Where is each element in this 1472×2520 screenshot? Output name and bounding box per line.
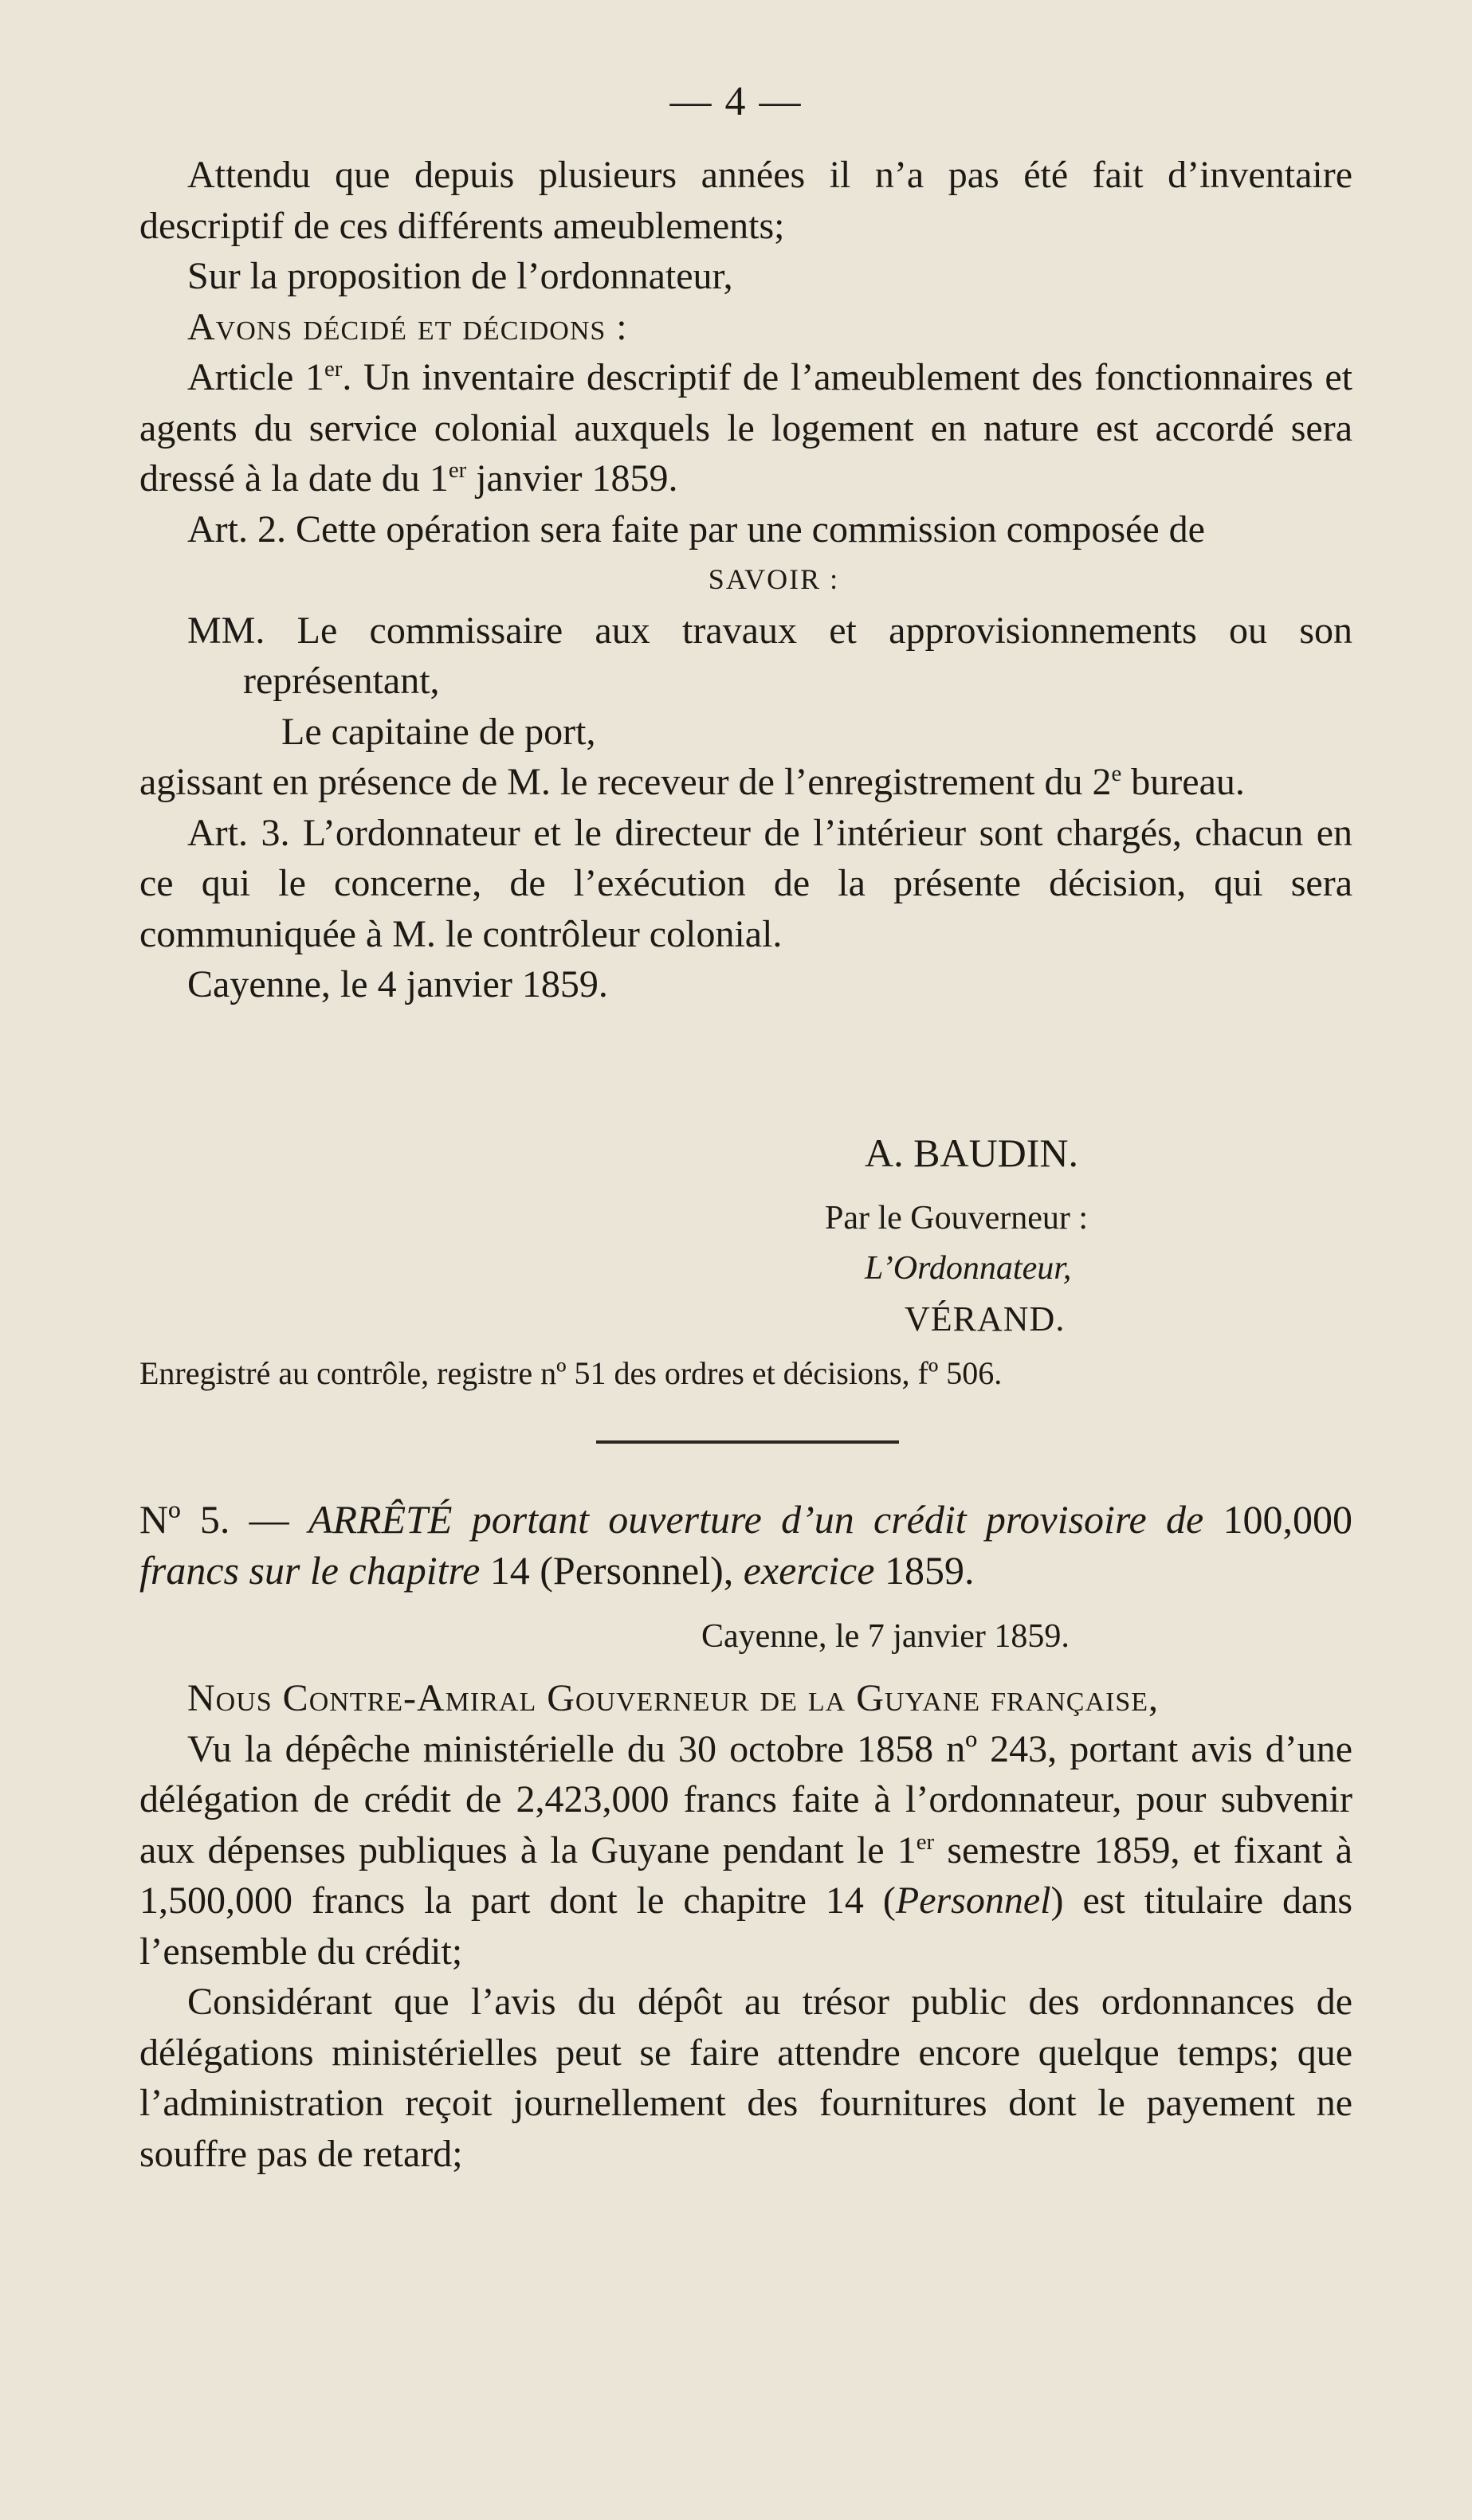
commission-members	[139, 606, 1352, 758]
paragraph-avons-decide: Avons décidé et décidons :	[187, 305, 628, 348]
article-1-sup: er	[324, 356, 343, 382]
article-2-continuation	[139, 757, 1352, 808]
member-1-text: Le commissaire aux travaux et approvisionnements ou son représentant,	[243, 609, 1352, 702]
article-1-sup2: er	[448, 457, 467, 483]
arrete-title-b: francs sur le chapitre	[139, 1548, 481, 1593]
arrete-amount: 100,000	[1223, 1497, 1352, 1542]
article-3: Art. 3. L’ordonnateur et le directeur de l’intérieur sont chargés, chacun en ce qui le concerne, de l’exécution de la présente décision, qui sera communiquée à M. le contrôleur colonial.	[139, 811, 1352, 955]
paragraph-attendu: Attendu que depuis plusieurs années il n’a pas été fait d’inventaire descriptif de ces différents ameublements;	[139, 154, 1352, 247]
page-number: — 4 —	[669, 79, 803, 124]
member-prefix: MM.	[187, 609, 265, 652]
section-divider	[596, 1440, 899, 1444]
savoir-heading: SAVOIR :	[708, 563, 840, 595]
signature-name: A. BAUDIN.	[865, 1131, 1079, 1175]
member-1	[187, 606, 1352, 707]
arrete-number: Nº 5. —	[139, 1497, 289, 1542]
arrete-dateline: Cayenne, le 7 janvier 1859.	[701, 1618, 1070, 1655]
arrete-vu-personnel: Personnel	[895, 1879, 1051, 1922]
paragraph-proposition: Sur la proposition de l’ordonnateur,	[187, 255, 733, 297]
arrete-vu-b: semestre 1859, et fixant à 1,500,000 francs la part dont le chapitre 14 (	[139, 1828, 1352, 1922]
article-2-cont-a: agissant en présence de M. le receveur de l’enregistrement du 2	[139, 761, 1112, 803]
arrete-vu	[139, 1724, 1352, 1977]
article-1	[139, 352, 1352, 504]
arrete-title	[139, 1494, 1352, 1596]
arrete-chapter: 14 (Personnel),	[489, 1548, 734, 1593]
article-1-text-b: janvier 1859.	[466, 457, 678, 500]
arrete-vu-a: Vu la dépêche ministérielle du 30 octobre 1858 nº 243, portant avis d’une délégation de crédit de 2,423,000 francs faite à l’ordonnateur, pour subvenir aux dépenses publiques à la Guyane pendant le 1	[139, 1727, 1352, 1871]
arrete-title-a: ARRÊTÉ portant ouverture d’un crédit provisoire de	[308, 1497, 1204, 1542]
article-2: Art. 2. Cette opération sera faite par une commission composée de	[187, 508, 1205, 551]
article-1-text-a: . Un inventaire descriptif de l’ameublement des fonctionnaires et agents du service colonial auxquels le logement en nature est accordé sera dressé à la date du 1	[139, 356, 1353, 500]
member-2: Le capitaine de port,	[281, 710, 596, 753]
arrete-intro: Nous Contre-Amiral Gouverneur de la Guyane française,	[187, 1677, 1159, 1719]
arrete-title-c: exercice	[743, 1548, 875, 1593]
article-1-label: Article 1	[187, 356, 324, 398]
arrete-considerant: Considérant que l’avis du dépôt au trésor public des ordonnances de délégations ministérielles peut se faire attendre encore quelque temps; que l’administration reçoit journellement des fournitures dont le payement ne souffre pas de retard;	[139, 1981, 1352, 2175]
signature-signer: VÉRAND.	[905, 1299, 1066, 1338]
signature-par: Par le Gouverneur :	[825, 1200, 1089, 1236]
arrete-vu-sup: er	[916, 1828, 935, 1855]
arrete-body	[139, 1673, 1352, 2179]
signature-role: L’Ordonnateur,	[865, 1250, 1072, 1287]
place-date: Cayenne, le 4 janvier 1859.	[187, 963, 608, 1005]
decision-body	[139, 150, 1352, 1010]
article-2-cont-sup: e	[1111, 761, 1122, 786]
arrete-year: 1859.	[884, 1548, 975, 1593]
arrete-vu-c: ) est titulaire dans l’ensemble du crédit;	[139, 1879, 1352, 1973]
registration-note: Enregistré au contrôle, registre nº 51 des ordres et décisions, fº 506.	[139, 1355, 1003, 1391]
article-2-cont-b: bureau.	[1121, 761, 1245, 803]
